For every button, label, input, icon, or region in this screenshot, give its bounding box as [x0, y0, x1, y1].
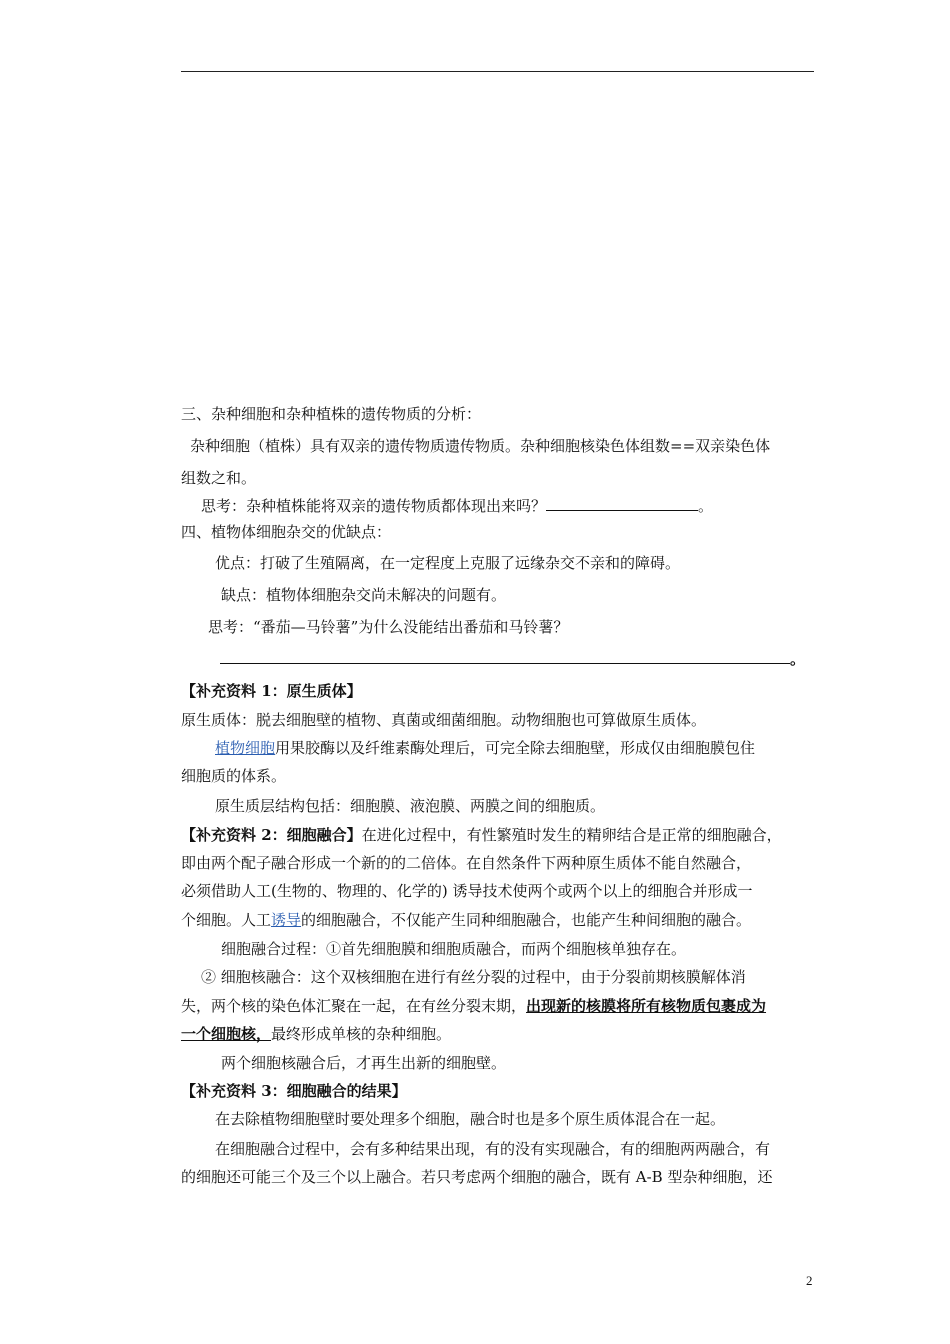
- m3-paragraph-1: 在去除植物细胞壁时要处理多个细胞，融合时也是多个原生质体混合在一起。: [215, 1110, 726, 1128]
- m2-nf-text: 失，两个核的染色体汇聚在一起，在有丝分裂末期，: [181, 997, 527, 1015]
- m1-p2-text: 用果胶酶以及纤维素酶处理后，可完全除去细胞壁，形成仅由细胞膜包住: [275, 739, 756, 757]
- m2-line-2: 即由两个配子融合形成一个新的的二倍体。在自然条件下两种原生质体不能自然融合，: [181, 854, 752, 872]
- s4-think-question: 思考：“番茄—马铃薯”为什么没能结出番茄和马铃薯？: [208, 618, 569, 636]
- m2-line-4: [181, 910, 751, 930]
- emphasized-text: 出现新的核膜将所有核物质包裹成为: [526, 997, 767, 1015]
- s3-think-question: [201, 496, 713, 516]
- m3-paragraph-2-line-2: 的细胞还可能三个及三个以上融合。若只考虑两个细胞的融合，既有 A-B 型杂种细胞，还: [181, 1168, 773, 1186]
- m1-paragraph-line-1: [215, 738, 755, 758]
- m3-paragraph-2-line-1: 在细胞融合过程中，会有多种结果出现，有的没有实现融合，有的细胞两两融合，有: [215, 1140, 771, 1158]
- m2-fusion-process: 细胞融合过程：①首先细胞膜和细胞质融合，而两个细胞核单独存在。: [221, 940, 687, 958]
- m2-nucleus-fusion-line-2: [181, 996, 766, 1016]
- m1-definition: 原生质体：脱去细胞壁的植物、真菌或细菌细胞。动物细胞也可算做原生质体。: [181, 711, 707, 729]
- m1-paragraph-line-2: 细胞质的体系。: [181, 767, 287, 785]
- m2-line-1: [181, 825, 782, 845]
- s4-answer-line: [220, 649, 805, 669]
- s3-paragraph-line-1: 杂种细胞（植株）具有双亲的遗传物质遗传物质。杂种细胞核染色体组数==双亲染色体: [190, 437, 771, 455]
- s3-think-end: 。: [698, 497, 714, 515]
- answer-blank-2: [220, 649, 790, 664]
- header-rule: [181, 71, 814, 72]
- m2-cell-wall-regeneration: 两个细胞核融合后，才再生出新的细胞壁。: [221, 1054, 507, 1072]
- m2-line-3: 必须借助人工(生物的、物理的、化学的) 诱导技术使两个或两个以上的细胞合并形成一: [181, 882, 753, 900]
- emphasized-text-cont: 一个细胞核，: [181, 1025, 272, 1043]
- section-3-title: 三、杂种细胞和杂种植株的遗传物质的分析：: [181, 405, 482, 423]
- induce-link[interactable]: 诱导: [271, 911, 302, 929]
- material-2-title: 【补充资料 2：细胞融合】: [181, 826, 362, 844]
- s4-disadvantages: 缺点：植物体细胞杂交尚未解决的问题有。: [221, 586, 507, 604]
- m2-line-4-end: 的细胞融合，不仅能产生同种细胞融合，也能产生种间细胞的融合。: [301, 911, 752, 929]
- m2-nucleus-fusion-line-1: ② 细胞核融合：这个双核细胞在进行有丝分裂的过程中，由于分裂前期核膜解体消: [201, 968, 746, 986]
- s3-paragraph-line-2: 组数之和。: [181, 469, 257, 487]
- section-4-title: 四、植物体细胞杂交的优缺点：: [181, 523, 392, 541]
- m2-line-4-start: 个细胞。人工: [181, 911, 272, 929]
- plant-cell-link[interactable]: 植物细胞: [215, 739, 276, 757]
- m2-p1-text: 在进化过程中，有性繁殖时发生的精卵结合是正常的细胞融合，: [361, 826, 782, 844]
- material-3-title: 【补充资料 3：细胞融合的结果】: [181, 1082, 407, 1100]
- s3-think-text: 思考：杂种植株能将双亲的遗传物质都体现出来吗？: [201, 497, 547, 515]
- m2-nucleus-fusion-line-3: [181, 1024, 451, 1044]
- m1-protoplast-layer: 原生质层结构包括：细胞膜、液泡膜、两膜之间的细胞质。: [215, 797, 606, 815]
- answer-blank-1: [546, 496, 698, 511]
- s4-think-end: 。: [790, 650, 806, 668]
- material-1-title: 【补充资料 1：原生质体】: [181, 682, 362, 700]
- s4-advantages: 优点：打破了生殖隔离，在一定程度上克服了远缘杂交不亲和的障碍。: [215, 554, 681, 572]
- page-number: 2: [806, 1273, 813, 1288]
- m2-nf-end: 最终形成单核的杂种细胞。: [271, 1025, 452, 1043]
